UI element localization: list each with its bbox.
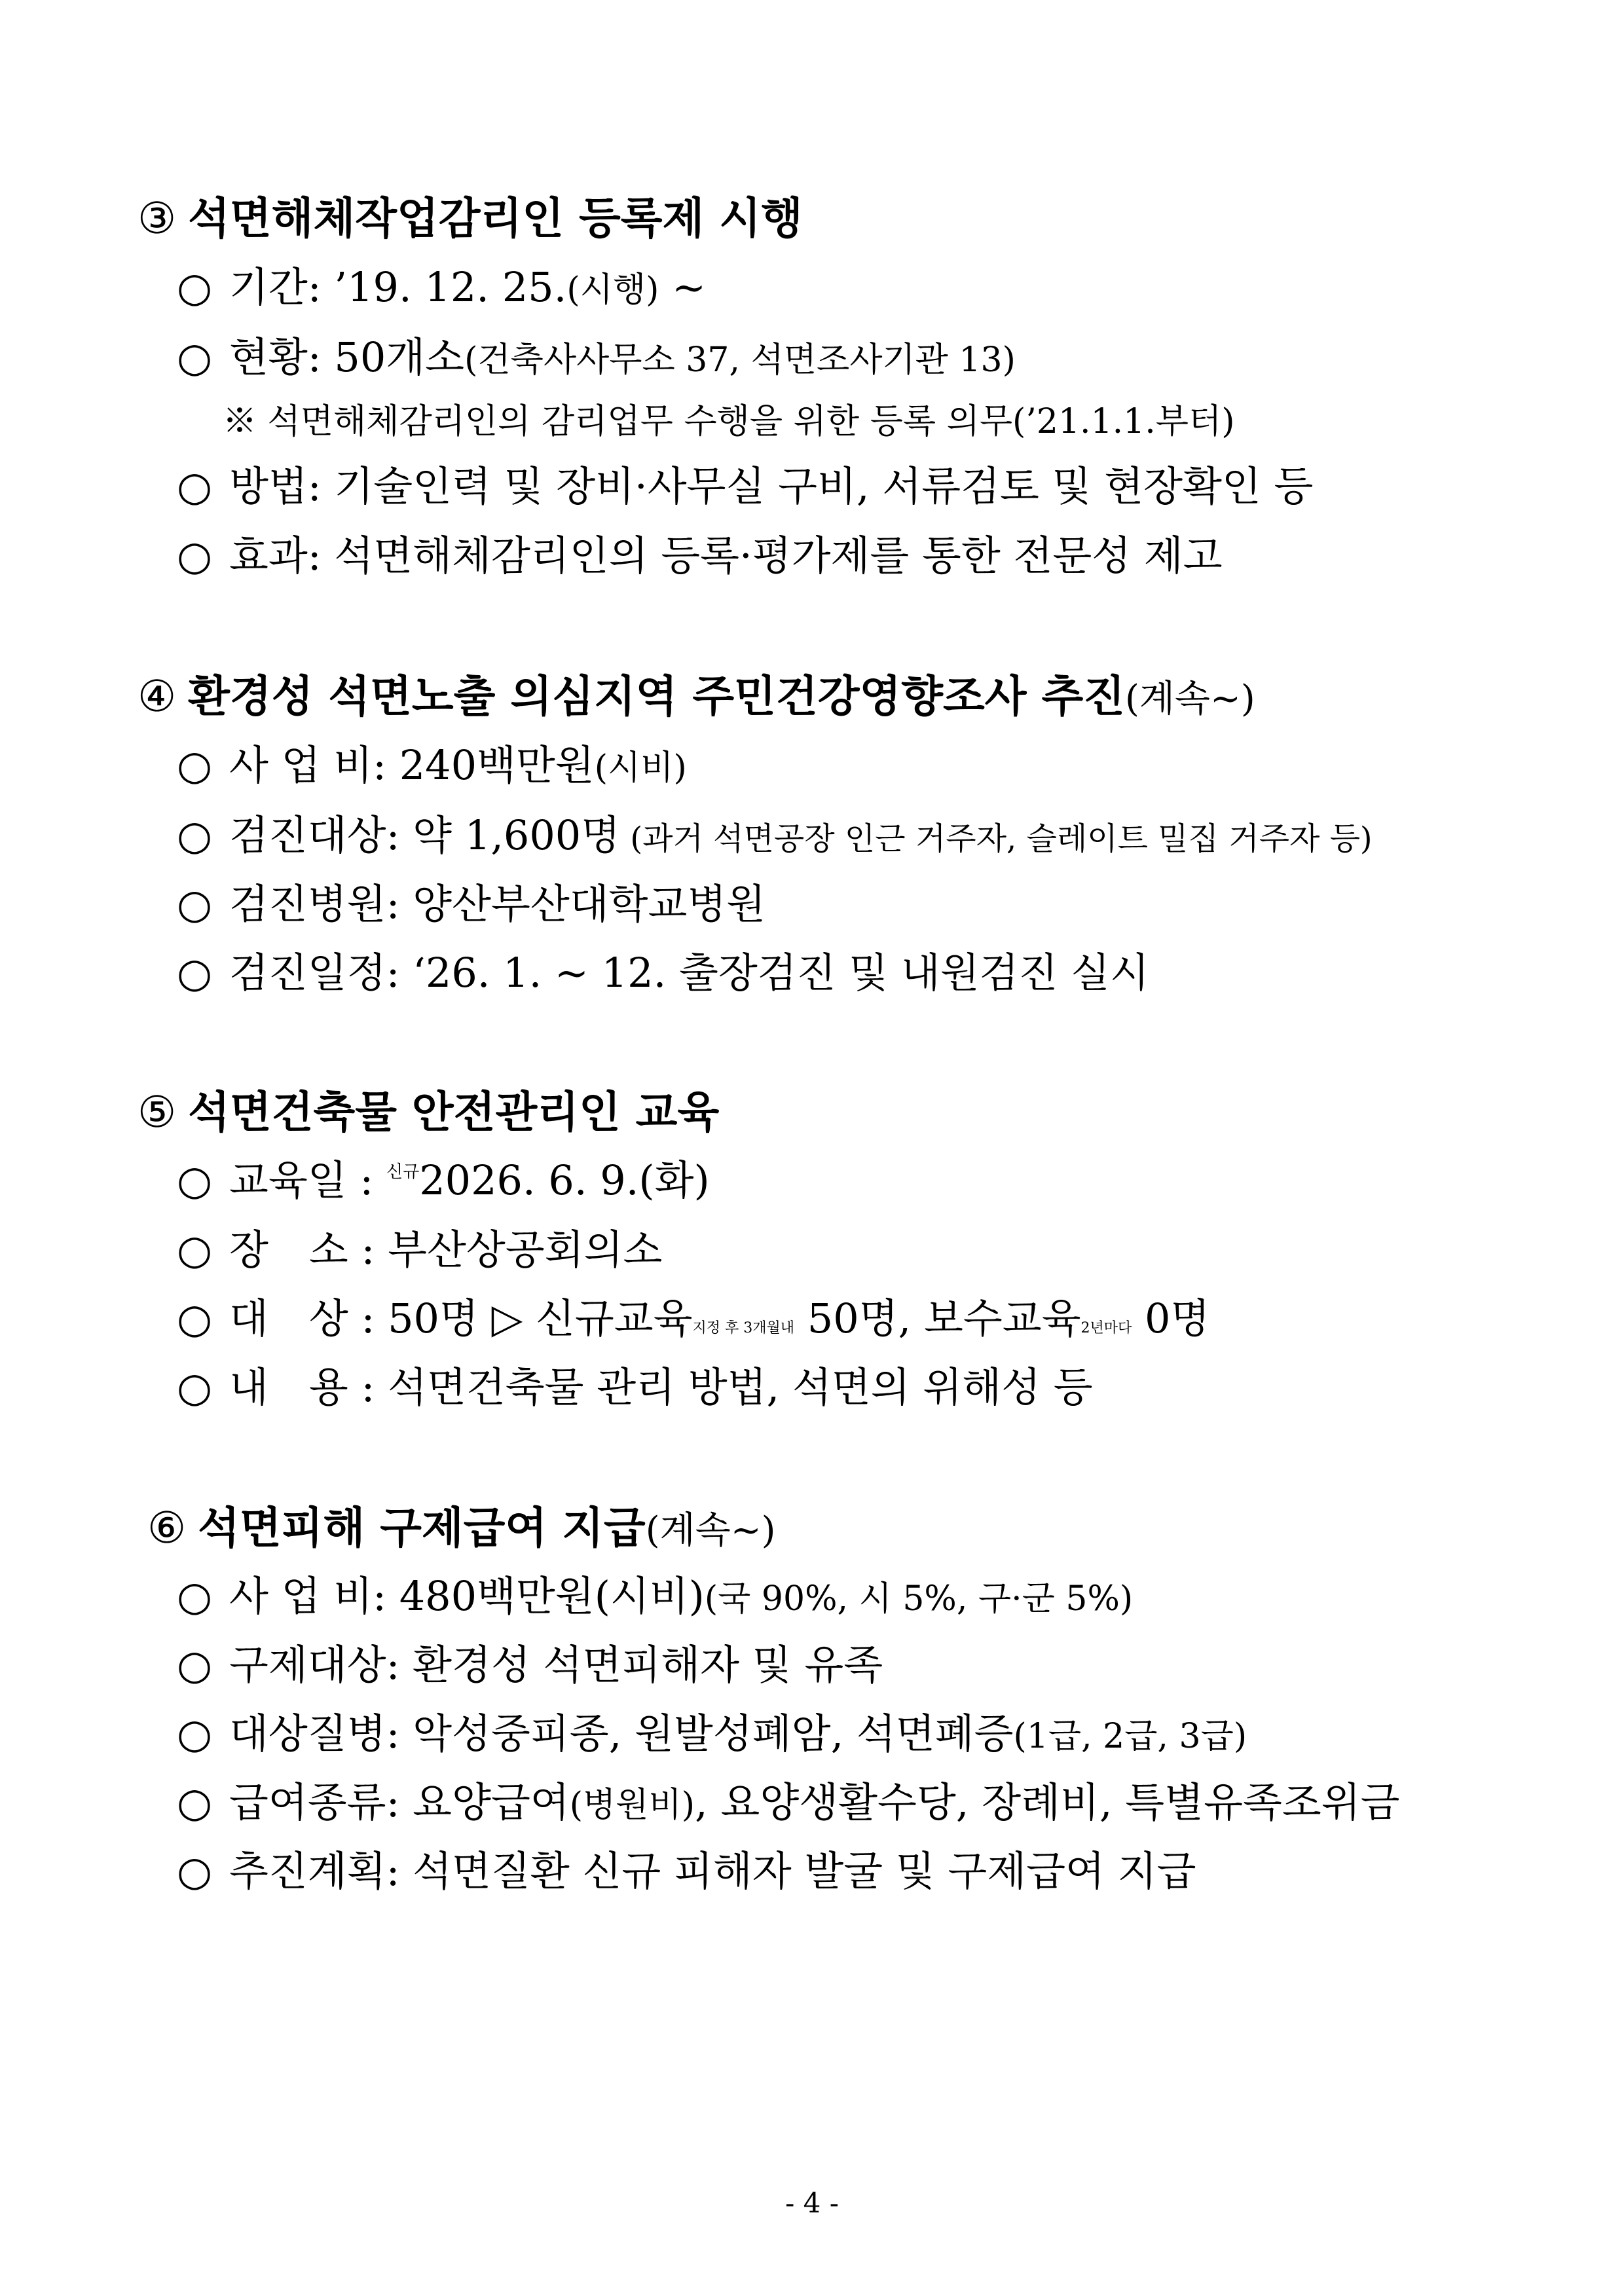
bullet-item: ○ 사 업 비: 240백만원(시비) [177, 741, 687, 789]
bullet-item: ○ 효과: 석면해체감리인의 등록·평가제를 통한 전문성 제고 [177, 532, 1223, 579]
circle-bullet-icon: ○ [177, 1572, 213, 1620]
section-6-heading: ⑥ 석면피해 구제급여 지급(계속~) [147, 1502, 776, 1553]
section-title: 석면피해 구제급여 지급 [198, 1502, 646, 1553]
bullet-item: ○ 급여종류: 요양급여(병원비), 요양생활수당, 장례비, 특별유족조위금 [177, 1778, 1400, 1826]
bullet-item: ○ 검진병원: 양산부산대학교병원 [177, 880, 766, 928]
bullet-item: ○ 검진대상: 약 1,600명 (과거 석면공장 인근 거주자, 슬레이트 밀집 거주자 등) [177, 811, 1373, 859]
bullet-item: ○ 대 상 : 50명 ▷ 신규교육지정 후 3개월내 50명, 보수교육2년마다 0명 [177, 1294, 1210, 1342]
section-title: 환경성 석면노출 의심지역 주민건강영향조사 추진 [188, 670, 1125, 722]
section-title: 석면해체작업감리인 등록제 시행 [188, 193, 803, 244]
circle-bullet-icon: ○ [177, 1710, 213, 1757]
note-item: ※ 석면해체감리인의 감리업무 수행을 위한 등록 의무(’21.1.1.부터) [223, 402, 1235, 441]
bullet-item: ○ 추진계획: 석면질환 신규 피해자 발굴 및 구제급여 지급 [177, 1847, 1196, 1895]
section-number: ⑤ [138, 1087, 177, 1137]
bullet-item: ○ 대상질병: 악성중피종, 원발성폐암, 석면폐증(1급, 2급, 3급) [177, 1710, 1247, 1757]
bullet-item: ○ 교육일 : $^{신규}$2026. 6. 9.(화) [177, 1156, 710, 1204]
bullet-item: ○ 기간: ’19. 12. 25.(시행) ~ [177, 263, 707, 311]
bullet-item: ○ 현황: 50개소(건축사사무소 37, 석면조사기관 13) [177, 333, 1016, 381]
circle-bullet-icon: ○ [177, 741, 213, 789]
bullet-item: ○ 사 업 비: 480백만원(시비)(국 90%, 시 5%, 구·군 5%) [177, 1572, 1134, 1620]
circle-bullet-icon: ○ [177, 880, 213, 928]
circle-bullet-icon: ○ [177, 462, 213, 510]
circle-bullet-icon: ○ [177, 1294, 213, 1342]
circle-bullet-icon: ○ [177, 1156, 213, 1204]
bullet-item: ○ 장 소 : 부산상공회의소 [177, 1226, 663, 1274]
section-title: 석면건축물 안전관리인 교육 [188, 1086, 720, 1137]
circle-bullet-icon: ○ [177, 263, 213, 311]
section-3-heading [138, 193, 803, 244]
section-number: ③ [138, 193, 177, 244]
circle-bullet-icon: ○ [177, 532, 213, 579]
circle-bullet-icon: ○ [177, 811, 213, 859]
section-number: ⑥ [147, 1503, 187, 1553]
section-number: ④ [138, 671, 177, 722]
circle-bullet-icon: ○ [177, 1226, 213, 1274]
section-4-heading: ④ 환경성 석면노출 의심지역 주민건강영향조사 추진(계속~) [138, 670, 1255, 722]
page-number: - 4 - [785, 2187, 839, 2219]
circle-bullet-icon: ○ [177, 1641, 213, 1689]
circle-bullet-icon: ○ [177, 1778, 213, 1826]
circle-bullet-icon: ○ [177, 1363, 213, 1411]
circle-bullet-icon: ○ [177, 1847, 213, 1895]
circle-bullet-icon: ○ [177, 333, 213, 381]
bullet-item: ○ 방법: 기술인력 및 장비·사무실 구비, 서류검토 및 현장확인 등 [177, 462, 1314, 510]
bullet-item: ○ 내 용 : 석면건축물 관리 방법, 석면의 위해성 등 [177, 1363, 1093, 1411]
bullet-item: ○ 구제대상: 환경성 석면피해자 및 유족 [177, 1641, 883, 1689]
circle-bullet-icon: ○ [177, 949, 213, 997]
bullet-item: ○ 검진일정: ‘26. 1. ~ 12. 출장검진 및 내원검진 실시 [177, 949, 1149, 997]
section-5-heading [138, 1086, 720, 1137]
